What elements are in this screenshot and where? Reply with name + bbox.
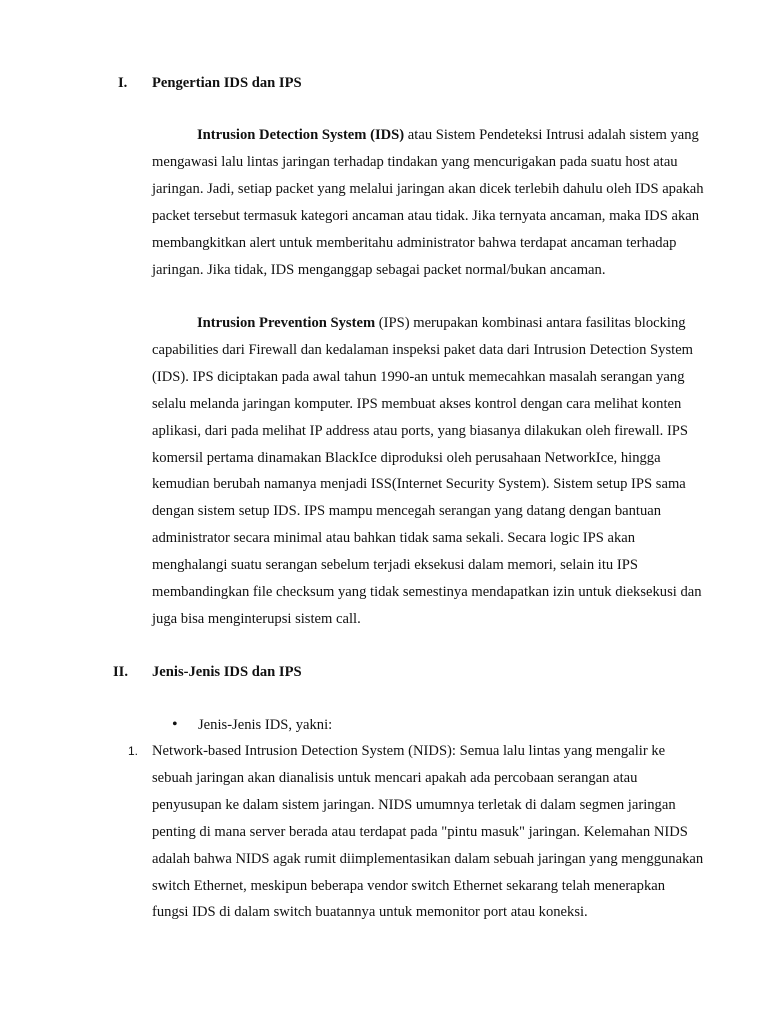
section-title: Jenis-Jenis IDS dan IPS (152, 664, 302, 680)
section-title: Pengertian IDS dan IPS (152, 75, 302, 91)
list-item-text: Network-based Intrusion Detection System (NIDS): Semua lalu lintas yang mengalir ke sebuah jaringan akan dianalisis untuk mencari apakah ada percobaan serangan atau penyusupan ke dalam sistem jaringan. NIDS umumnya terletak di dalam segmen jaringan penting di mana server berada atau terdapat pada "pintu masuk" jaringan. Kelemahan NIDS adalah bahwa NIDS agak rumit diimplementasikan dalam sebuah jaringan yang menggunakan switch Ethernet, meskipun beberapa vendor switch Ethernet sekarang telah menerapkan fungsi IDS di dalam switch buatannya untuk memonitor port atau koneksi. (152, 743, 704, 921)
ips-definition-text: (IPS) merupakan kombinasi antara fasilitas blocking capabilities dari Firewall dan kedalaman inspeksi paket data dari Intrusion Detection System (IDS). IPS diciptakan pada awal tahun 1990-an untuk memecahkan masalah serangan yang selalu melanda jaringan komputer. IPS membuat akses kontrol dengan cara melihat konten aplikasi, dari pada melihat IP address atau ports, yang biasanya dilakukan oleh firewall. IPS komersil pertama dinamakan BlackIce diproduksi oleh perusahaan NetworkIce, hingga kemudian berubah namanya menjadi ISS(Internet Security System). Sistem setup IPS sama dengan sistem setup IDS. IPS mampu mencegah serangan yang datang dengan bantuan administrator secara minimal atau bahkan tidak sama sekali. Secara logic IPS akan menghalangi suatu serangan sebelum terjadi eksekusi dalam memori, selain itu IPS membandingkan file checksum yang tidak semestinya mendapatkan izin untuk dieksekusi dan juga bisa menginterupsi sistem call. (152, 315, 702, 627)
ids-definition-text: atau Sistem Pendeteksi Intrusi adalah sistem yang mengawasi lalu lintas jaringan terhadap tindakan yang mencurigakan pada suatu host atau jaringan. Jadi, setiap packet yang melalui jaringan akan dicek terlebih dahulu oleh IDS apakah packet tersebut termasuk kategori ancaman atau tidak. Jika ternyata ancaman, maka IDS akan membangkitkan alert untuk memberitahu administrator bahwa terdapat ancaman terhadap jaringan. Jika tidak, IDS menganggap sebagai packet normal/bukan ancaman. (152, 127, 704, 278)
list-number: 1. (128, 744, 139, 758)
section-number: II. (113, 664, 129, 680)
ips-definition-paragraph (152, 310, 704, 633)
bullet-text: Jenis-Jenis IDS, yakni: (198, 717, 333, 733)
section-number: I. (118, 75, 128, 91)
ips-term: Intrusion Prevention System (197, 315, 376, 331)
ids-definition-paragraph (152, 122, 704, 283)
bullet-icon: • (172, 716, 178, 733)
ids-term: Intrusion Detection System (IDS) (197, 127, 405, 143)
